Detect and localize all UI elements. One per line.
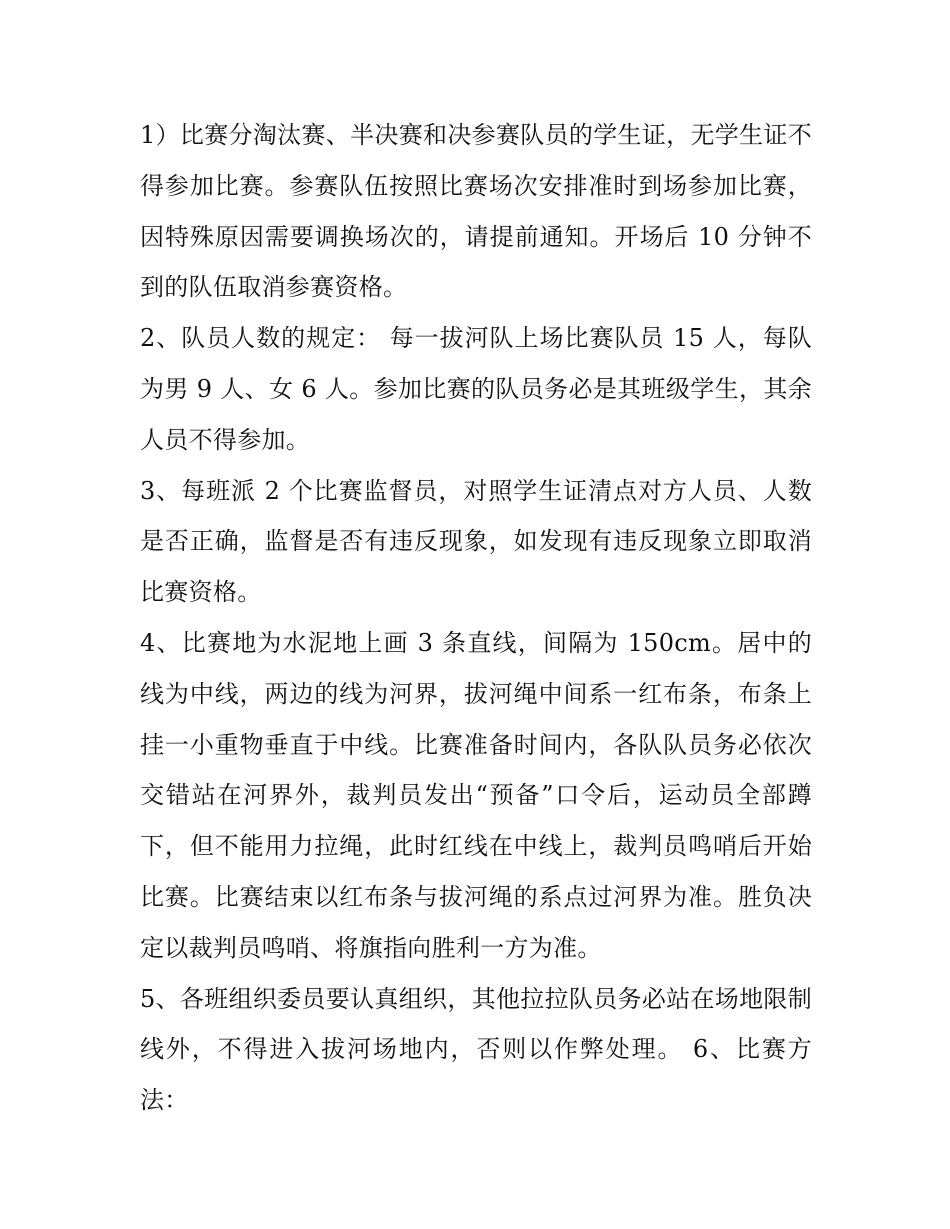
- rule-paragraph-3: 3、每班派 2 个比赛监督员，对照学生证清点对方人员、人数是否正确，监督是否有违反现象，如发现有违反现象立即取消比赛资格。: [140, 476, 812, 607]
- document-page: [140, 110, 812, 1126]
- rule-paragraph-5: 5、各班组织委员要认真组织，其他拉拉队员务必站在场地限制线外，不得进入拔河场地内，否则以作弊处理。 6、比赛方法：: [140, 984, 812, 1115]
- rule-paragraph-4: 4、比赛地为水泥地上画 3 条直线，间隔为 150cm。居中的线为中线，两边的线为河界，拔河绳中间系一红布条，布条上挂一小重物垂直于中线。比赛准备时间内，各队队员务必依次交错站在河界外，裁判员发出“预备”口令后，运动员全部蹲下，但不能用力拉绳，此时红线在中线上，裁判员鸣哨后开始比赛。比赛结束以红布条与拔河绳的系点过河界为准。胜负决定以裁判员鸣哨、将旗指向胜利一方为准。: [140, 628, 812, 962]
- rule-paragraph-1: 1）比赛分淘汰赛、半决赛和决参赛队员的学生证，无学生证不得参加比赛。参赛队伍按照比赛场次安排准时到场参加比赛，因特殊原因需要调换场次的，请提前通知。开场后 10 分钟不到的队伍取消参赛资格。: [140, 121, 812, 302]
- rule-paragraph-2: 2、队员人数的规定： 每一拔河队上场比赛队员 15 人，每队为男 9 人、女 6 人。参加比赛的队员务必是其班级学生，其余人员不得参加。: [140, 324, 812, 454]
